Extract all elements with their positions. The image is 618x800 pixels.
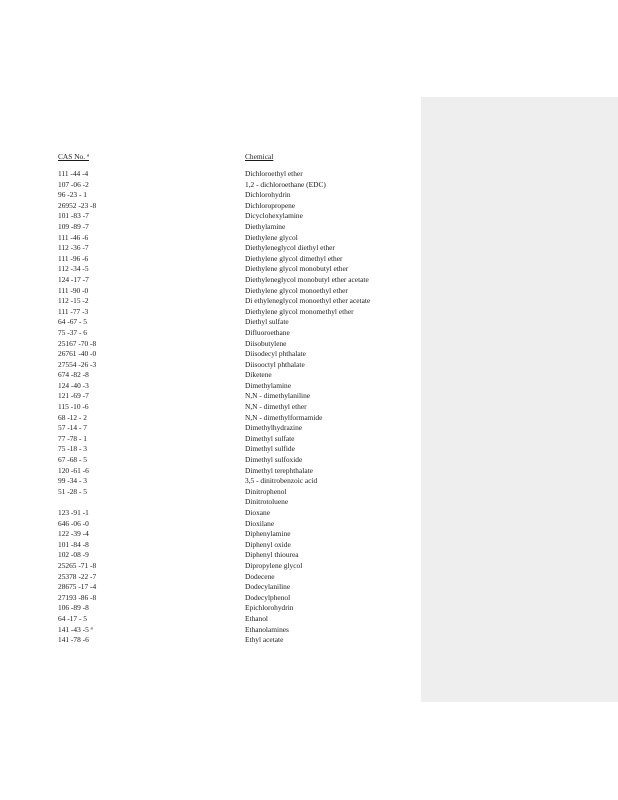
table-row xyxy=(0,391,421,402)
table-row xyxy=(0,381,421,392)
cas-number: 64 -17 - 5 xyxy=(58,613,87,623)
chemical-name: Diethyleneglycol monobutyl ether acetate xyxy=(245,274,369,284)
table-row xyxy=(0,317,421,328)
cas-number: 25167 -70 -8 xyxy=(58,338,97,348)
chemical-name: Ethanol xyxy=(245,613,268,623)
table-row xyxy=(0,572,421,583)
cas-number: 115 -10 -6 xyxy=(58,402,89,412)
chemical-name: Diketene xyxy=(245,370,272,380)
cas-number: 101 -84 -8 xyxy=(58,539,89,549)
cas-number: 27193 -86 -8 xyxy=(58,592,97,602)
chemical-name: Ethanolamines xyxy=(245,624,289,634)
table-row xyxy=(0,286,421,297)
cas-number: 111 -96 -6 xyxy=(58,253,89,263)
cas-number: 141 -78 -6 xyxy=(58,635,89,645)
cas-number: 68 -12 - 2 xyxy=(58,412,87,422)
cas-number: 112 -34 -5 xyxy=(58,264,89,274)
chemical-name: Dimethylhydrazine xyxy=(245,423,303,433)
cas-number: 646 -06 -0 xyxy=(58,518,89,528)
chemical-name: Diisobutylene xyxy=(245,338,287,348)
chemical-name: Diphenyl oxide xyxy=(245,539,291,549)
table-row xyxy=(0,328,421,339)
chemical-column-header: Chemical xyxy=(245,152,274,161)
table-row xyxy=(0,561,421,572)
cas-number: 121 -69 -7 xyxy=(58,391,89,401)
cas-number: 674 -82 -8 xyxy=(58,370,89,380)
cas-number: 141 -43 -5 ª xyxy=(58,624,93,634)
table-row xyxy=(0,211,421,222)
cas-number: 26761 -40 -0 xyxy=(58,349,97,359)
cas-number: 124 -17 -7 xyxy=(58,274,89,284)
table-row xyxy=(0,625,421,636)
table-row xyxy=(0,444,421,455)
table-row xyxy=(0,243,421,254)
table-row xyxy=(0,296,421,307)
chemical-name: 3,5 - dinitrobenzoic acid xyxy=(245,476,318,486)
table-row xyxy=(0,370,421,381)
table-row xyxy=(0,635,421,646)
table-row xyxy=(0,180,421,191)
chemical-name: Diphenyl thiourea xyxy=(245,550,299,560)
cas-number: 75 -18 - 3 xyxy=(58,444,87,454)
table-row xyxy=(0,550,421,561)
table-row xyxy=(0,339,421,350)
cas-number: 112 -15 -2 xyxy=(58,296,89,306)
table-row xyxy=(0,476,421,487)
cas-number: 64 -67 - 5 xyxy=(58,317,87,327)
cas-number: 111 -46 -6 xyxy=(58,232,89,242)
chemical-name: Dodecylaniline xyxy=(245,582,291,592)
chemical-name: Dimethyl sulfide xyxy=(245,444,295,454)
cas-number: 106 -89 -8 xyxy=(58,603,89,613)
table-row xyxy=(0,349,421,360)
table-row xyxy=(0,614,421,625)
chemical-name: Diethyleneglycol diethyl ether xyxy=(245,243,335,253)
chemical-name: Dipropylene glycol xyxy=(245,560,303,570)
cas-number: 120 -61 -6 xyxy=(58,465,89,475)
chemical-name: Dodecene xyxy=(245,571,275,581)
table-row xyxy=(0,603,421,614)
table-row xyxy=(0,593,421,604)
table-row xyxy=(0,201,421,212)
chemical-list xyxy=(0,169,421,646)
table-row xyxy=(0,466,421,477)
cas-number: 28675 -17 -4 xyxy=(58,582,97,592)
cas-number: 75 -37 - 6 xyxy=(58,327,87,337)
chemical-name: Diethylene glycol monoethyl ether xyxy=(245,285,348,295)
side-panel xyxy=(421,97,618,702)
table-row xyxy=(0,307,421,318)
table-row xyxy=(0,222,421,233)
table-row xyxy=(0,190,421,201)
chemical-name: Dichloropropene xyxy=(245,200,296,210)
cas-number: 26952 -23 -8 xyxy=(58,200,97,210)
cas-number: 111 -77 -3 xyxy=(58,306,89,316)
chemical-name: Dimethyl terephthalate xyxy=(245,465,313,475)
table-row xyxy=(0,413,421,424)
table-row xyxy=(0,519,421,530)
cas-number: 124 -40 -3 xyxy=(58,380,89,390)
cas-number: 27554 -26 -3 xyxy=(58,359,97,369)
chemical-name: Dioxane xyxy=(245,508,271,517)
chemical-name: Ethyl acetate xyxy=(245,635,284,645)
chemical-name: Dichlorohydrin xyxy=(245,190,291,200)
cas-number: 67 -68 - 5 xyxy=(58,455,87,465)
cas-number: 25265 -71 -8 xyxy=(58,560,97,570)
chemical-name: Diphenylamine xyxy=(245,529,291,539)
chemical-name: N,N - dimethyl ether xyxy=(245,402,307,412)
chemical-name: Dodecylphenol xyxy=(245,592,291,602)
cas-number: 99 -34 - 3 xyxy=(58,476,87,486)
cas-number: 107 -06 -2 xyxy=(58,179,89,189)
chemical-name: Diisodecyl phthalate xyxy=(245,349,306,359)
chemical-name: Diethyl sulfate xyxy=(245,317,289,327)
chemical-name: 1,2 - dichloroethane (EDC) xyxy=(245,179,326,189)
chemical-name: N,N - dimethylaniline xyxy=(245,391,311,401)
chemical-name: Diethylene glycol xyxy=(245,232,298,242)
chemical-name: Dinitrophenol xyxy=(245,486,287,496)
cas-number: 109 -89 -7 xyxy=(58,221,89,231)
table-row xyxy=(0,423,421,434)
cas-number: 77 -78 - 1 xyxy=(58,433,87,443)
chemical-name: Dioxilane xyxy=(245,518,275,528)
cas-number: 101 -83 -7 xyxy=(58,211,89,221)
cas-column-header: CAS No. ª xyxy=(58,152,89,161)
table-row xyxy=(0,233,421,244)
table-row xyxy=(0,497,421,508)
chemical-name: N,N - dimethylformamide xyxy=(245,412,323,422)
table-row xyxy=(0,540,421,551)
chemical-name: Dimethylamine xyxy=(245,380,291,390)
table-row xyxy=(0,455,421,466)
chemical-name: Di ethyleneglycol monoethyl ether acetate xyxy=(245,296,371,306)
table-row xyxy=(0,529,421,540)
cas-number: 111 -44 -4 xyxy=(58,169,89,178)
chemical-name: Diethylamine xyxy=(245,221,286,231)
cas-number: 102 -08 -9 xyxy=(58,550,89,560)
table-row xyxy=(0,360,421,371)
chemical-name: Dimethyl sulfoxide xyxy=(245,455,303,465)
table-row xyxy=(0,264,421,275)
table-row xyxy=(0,169,421,180)
chemical-name: Dimethyl sulfate xyxy=(245,433,295,443)
table-row xyxy=(0,402,421,413)
cas-number: 111 -90 -0 xyxy=(58,285,89,295)
table-row xyxy=(0,508,421,519)
chemical-name: Diethylene glycol monomethyl ether xyxy=(245,306,354,316)
cas-number: 112 -36 -7 xyxy=(58,243,89,253)
cas-number: 57 -14 - 7 xyxy=(58,423,87,433)
cas-number: 96 -23 - 1 xyxy=(58,190,87,200)
table-row xyxy=(0,275,421,286)
chemical-name: Diethylene glycol dimethyl ether xyxy=(245,253,343,263)
chemical-name: Dinitrotoluene xyxy=(245,497,289,507)
chemical-name: Diisooctyl phthalate xyxy=(245,359,305,369)
cas-number: 51 -28 - 5 xyxy=(58,486,87,496)
cas-number: 25378 -22 -7 xyxy=(58,571,97,581)
chemical-name: Epichlorohydrin xyxy=(245,603,294,613)
cas-number: 122 -39 -4 xyxy=(58,529,89,539)
chemical-name: Difluoroethane xyxy=(245,327,290,337)
table-row xyxy=(0,434,421,445)
table-row xyxy=(0,487,421,498)
chemical-name: Dichloroethyl ether xyxy=(245,169,303,178)
cas-number: 123 -91 -1 xyxy=(58,508,89,517)
table-row xyxy=(0,582,421,593)
table-row xyxy=(0,254,421,265)
chemical-name: Dicyclohexylamine xyxy=(245,211,303,221)
chemical-name: Diethylene glycol monobutyl ether xyxy=(245,264,349,274)
